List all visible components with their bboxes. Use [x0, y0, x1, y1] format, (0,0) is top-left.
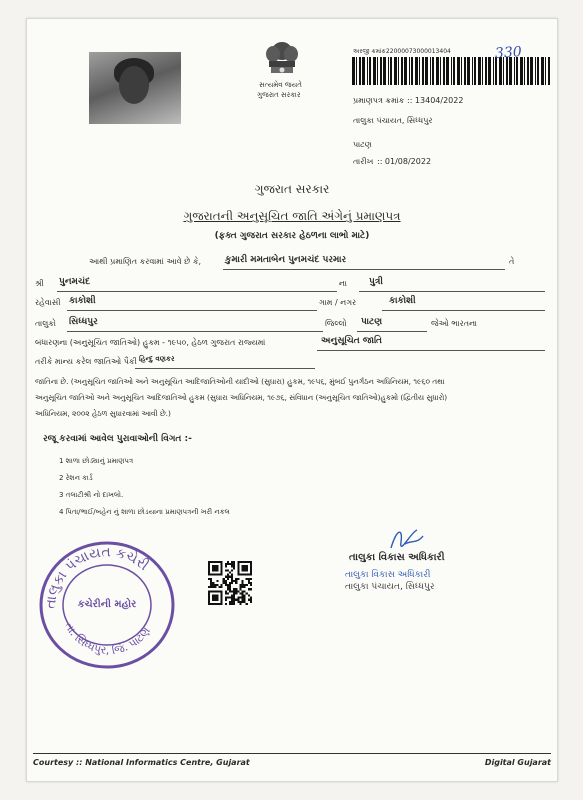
- signatory-stamp-line-2: તાલુકા પંચાયત, સિધ્ધપુર: [345, 582, 435, 592]
- evidence-item: 3 તલાટીશ્રી નો દાખલો.: [59, 491, 124, 499]
- te-label: તે: [509, 257, 515, 266]
- state-text: જેઓ ભારતના: [431, 319, 478, 328]
- footer-courtesy: Courtesy :: National Informatics Centre, Gujarat: [33, 758, 250, 767]
- barcode-icon: [352, 57, 552, 85]
- certificate-number-label: પ્રમાણપત્ર ક્રમાંક: [353, 96, 405, 105]
- evidence-item: 2 રેશન કાર્ડ: [59, 474, 93, 482]
- stamp-center-text: કચેરીની મહોર: [77, 599, 137, 610]
- government-heading: ગુજરાત સરકાર: [254, 182, 330, 196]
- signature-scribble: [387, 524, 427, 554]
- certificate-number: :: 13404/2022: [407, 96, 464, 105]
- signatory-stamp-line-1: તાલુકા વિકાસ અધિકારી: [345, 570, 431, 580]
- district-label: જિલ્લો: [325, 319, 347, 328]
- father-name: પુનમચંદ: [59, 277, 91, 287]
- certificate-subtitle: (ફક્ત ગુજરાત સરકાર હેઠળના લાભો માટે): [214, 231, 370, 241]
- qr-code-icon: [208, 561, 252, 605]
- application-number-label: અરજી ક્રમાંક: [353, 48, 386, 55]
- village: કાકોશી: [389, 296, 416, 306]
- taluka: સિધ્ધપુર: [69, 317, 98, 327]
- paragraph-line-2: અનુસૂચિત જાતિઓ અને અનુસૂચિત આદિજાતિઓ હુકમ (સુધારા અધિનિયમ, ૧૯૭૬, સંવિધાન (અનુસૂચિત જાતિઓ)હુકમો (દ્વિતીય સુધારો): [35, 393, 448, 402]
- issue-date: :: 01/08/2022: [377, 157, 432, 166]
- category: અનુસૂચિત જાતિ: [321, 336, 382, 346]
- district-value: પાટણ: [361, 317, 383, 327]
- office-stamp: [35, 537, 180, 672]
- caste: હિન્દુ વણકર: [139, 355, 175, 363]
- footer: [33, 753, 551, 774]
- relation: પુત્રી: [369, 277, 383, 287]
- signatory-title: તાલુકા વિકાસ અધિકારી: [349, 552, 445, 563]
- village-label: ગામ / નગર: [319, 298, 357, 307]
- taluka-label: તાલુકો: [35, 319, 56, 328]
- resident: કાકોશી: [69, 296, 96, 306]
- certify-text: આથી પ્રમાણિત કરવામાં આવે છે કે,: [89, 257, 202, 266]
- applicant-photo: [89, 52, 181, 124]
- resident-label: રહેવાસી: [35, 298, 61, 307]
- certificate-page: [26, 18, 558, 782]
- caste-label: તરીકે માન્ય કરેલ જાતિઓ પૈકી: [35, 357, 137, 366]
- na-label: ના: [339, 279, 347, 288]
- application-number: : 22000073000013404: [382, 48, 451, 55]
- emblem-caption-2: ગુજરાત સરકાર: [257, 91, 301, 99]
- stamp-bottom-text: તા. સિધ્ધપુર, જિ. પાટણ: [62, 620, 153, 658]
- evidence-item: 1 શાળા છોડ્યાનું પ્રમાણપત્ર: [59, 457, 134, 465]
- handwritten-number: 330: [494, 44, 523, 62]
- issuer-office: તાલુકા પંચાયત, સિધ્ધપુર: [353, 116, 433, 125]
- stamp-ring-text: તાલુકા પંચાયત કચેરી: [42, 544, 152, 610]
- date-label: તારીખ: [353, 157, 374, 166]
- paragraph-line-3: અધિનિયમ, ૨૦૦૨ હેઠળ સુધારવામાં આવી છે.): [35, 409, 171, 418]
- applicant-name: કુમારી મમતાબેન પુનમચંદ પરમાર: [225, 255, 347, 265]
- paragraph-line-1: જાતિના છે. (અનુસૂચિત જાતિઓ અને અનુસૂચિત આદિજાતિઓની યાદીઓ (સુધારા) હુકમ, ૧૯૫૬, મુંબઈ પુનર્ગઠન અધિનિયમ, ૧૯૬૦ તથા: [35, 377, 445, 386]
- constitution-text: બંધારણના (અનુસૂચિત જાતિઓ) હુકમ - ૧૯૫૦, હેઠળ ગુજરાત રાજ્યમાં: [35, 338, 266, 347]
- certificate-title: ગુજરાતની અનુસૂચિત જાતિ અંગેનું પ્રમાણપત્ર: [183, 209, 401, 223]
- issuer-district: પાટણ: [353, 140, 372, 149]
- evidence-heading: રજૂ કરવામાં આવેલ પુરાવાઓની વિગત :-: [43, 434, 192, 444]
- emblem-caption-1: સત્યમેવ જયતે: [259, 81, 302, 89]
- shri-label: શ્રી: [35, 279, 44, 288]
- evidence-item: 4 પિતા/ભાઈ/બહેન નું શાળા છોડયાના પ્રમાણપત્રની ખરી નકલ: [59, 508, 230, 516]
- footer-brand: Digital Gujarat: [484, 758, 551, 767]
